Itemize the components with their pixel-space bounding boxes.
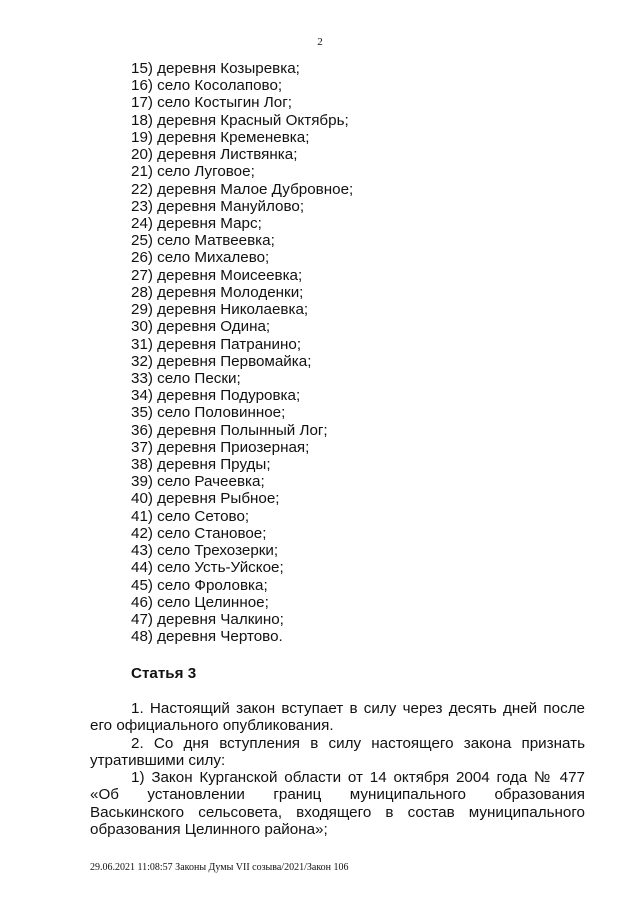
article-body — [90, 700, 585, 838]
list-item: 47) деревня Чалкино; — [131, 611, 284, 628]
list-item: 45) село Фроловка; — [131, 576, 268, 594]
list-item: 16) село Косолапово; — [131, 77, 283, 95]
list-item: 28) деревня Молоденки; — [131, 283, 304, 301]
document-footer: 29.06.2021 11:08:57 Законы Думы VII созыва/2021/Закон 106 — [90, 862, 349, 873]
list-item: 27) деревня Моисеевка; — [131, 266, 303, 284]
list-item: 31) деревня Патранино; — [131, 335, 302, 353]
list-item: 43) село Трехозерки; — [131, 542, 279, 560]
list-item: 20) деревня Листвянка; — [131, 146, 298, 164]
list-item: 48) деревня Чертово. — [131, 628, 283, 646]
article-paragraph: 2. Со дня вступления в силу настоящего закона признать утратившими силу: — [90, 734, 585, 769]
list-item: 41) село Сетово; — [131, 507, 250, 525]
list-item: 34) деревня Подуровка; — [131, 387, 301, 405]
list-item: 42) село Становое; — [131, 524, 267, 542]
list-item: 33) село Пески; — [131, 369, 241, 387]
article-paragraph: 1. Настоящий закон вступает в силу через десять дней после его официального опубликования. — [90, 700, 585, 735]
list-item: 37) деревня Приозерная; — [131, 438, 310, 456]
list-item: 38) деревня Пруды; — [131, 456, 271, 474]
list-item: 40) деревня Рыбное; — [131, 490, 280, 508]
list-item: 24) деревня Марс; — [131, 214, 262, 232]
list-item: 29) деревня Николаевка; — [131, 301, 309, 319]
list-item: 15) деревня Козыревка; — [131, 60, 300, 77]
list-item: 30) деревня Одина; — [131, 318, 271, 336]
list-item: 22) деревня Малое Дубровное; — [131, 180, 354, 198]
list-item: 26) село Михалево; — [131, 249, 270, 267]
list-item: 36) деревня Полынный Лог; — [131, 421, 328, 439]
list-item: 21) село Луговое; — [131, 163, 255, 181]
list-item: 32) деревня Первомайка; — [131, 352, 312, 370]
page-number: 2 — [317, 36, 323, 48]
list-item: 17) село Костыгин Лог; — [131, 94, 292, 112]
list-item: 44) село Усть-Уйское; — [131, 559, 284, 577]
list-item: 25) село Матвеевка; — [131, 232, 275, 250]
list-item: 18) деревня Красный Октябрь; — [131, 111, 349, 129]
list-item: 19) деревня Кременевка; — [131, 128, 310, 146]
list-item: 23) деревня Мануйлово; — [131, 197, 305, 215]
list-item: 35) село Половинное; — [131, 404, 286, 422]
settlement-list — [131, 60, 353, 645]
article-heading: Статья 3 — [131, 665, 197, 682]
list-item: 39) село Рачеевка; — [131, 473, 265, 491]
list-item: 46) село Целинное; — [131, 593, 269, 611]
article-paragraph: 1) Закон Курганской области от 14 октября 2004 года № 477 «Об установлении границ муниципального образования Васькинского сельсовета, входящего в состав муниципального образования Целинного района»; — [90, 769, 585, 839]
